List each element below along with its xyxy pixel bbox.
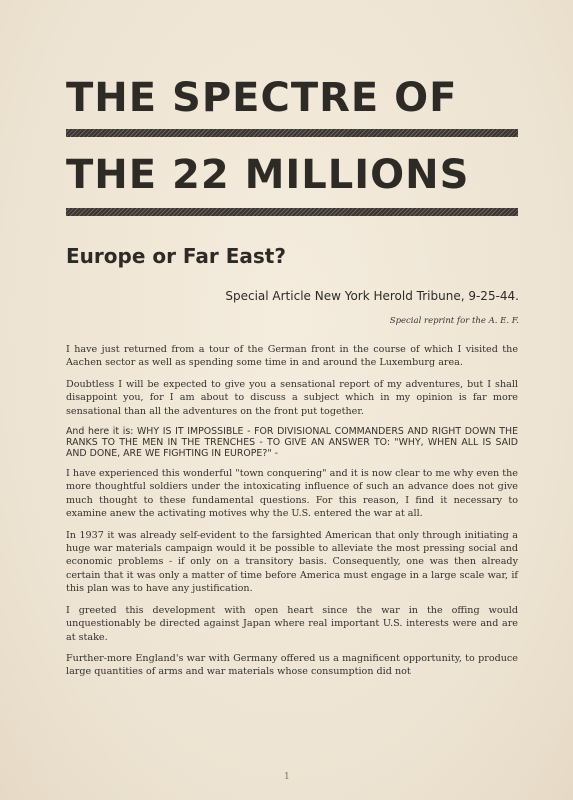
headline-rule-bottom — [66, 208, 518, 216]
paragraph: I have experienced this wonderful "town conquering" and it is now clear to me why even the more thoughtful soldiers under the intoxicating influence of such an advance does not give much thought to these fundamental questions. For this reason, I find it necessary to examine anew the activating motives why the U.S. entered the war at all. — [66, 468, 518, 520]
reprint-note: Special reprint for the A. E. F. — [389, 316, 519, 326]
article-body — [66, 343, 518, 687]
subtitle: Europe or Far East? — [66, 244, 286, 268]
paragraph: Further-more England's war with Germany offered us a magnificent opportunity, to produce large quantities of arms and war materials whose consumption did not — [66, 652, 518, 678]
headline-line-2: THE 22 MILLIONS — [66, 152, 470, 198]
paragraph: I have just returned from a tour of the German front in the course of which I visited the Aachen sector as well as spending some time in and around the Luxemburg area. — [66, 344, 518, 369]
paragraph-question: And here it is: WHY IS IT IMPOSSIBLE - FOR DIVISIONAL COMMANDERS AND RIGHT DOWN THE RANKS TO THE MEN IN THE TRENCHES - TO GIVE AN ANSWER TO: "WHY, WHEN ALL IS SAID AND DONE, ARE WE FIGHTING IN EUROPE?" - — [66, 426, 518, 460]
paragraph: I greeted this development with open heart since the war in the offing would unquestionably be directed against Japan where real important U.S. interests were and are at stake. — [66, 604, 518, 643]
headline-rule-top — [66, 129, 518, 137]
byline: Special Article New York Herold Tribune, 9-25-44. — [225, 289, 519, 303]
paragraph: Doubtless I will be expected to give you a sensational report of my adventures, but I shall disappoint you, for I am about to discuss a subject which in my opinion is far more sensational than all the adventures on the front put together. — [66, 378, 518, 417]
paragraph: In 1937 it was already self-evident to the farsighted American that only through initiating a huge war materials campaign would it be possible to alleviate the most pressing social and economic problems - if only on a transitory basis. Consequently, one was then already certain that it was only a matter of time before America must engage in a large scale war, if this plan was to have any justification. — [66, 529, 518, 595]
headline-line-1: THE SPECTRE OF — [66, 75, 458, 121]
page-number: 1 — [284, 772, 290, 782]
